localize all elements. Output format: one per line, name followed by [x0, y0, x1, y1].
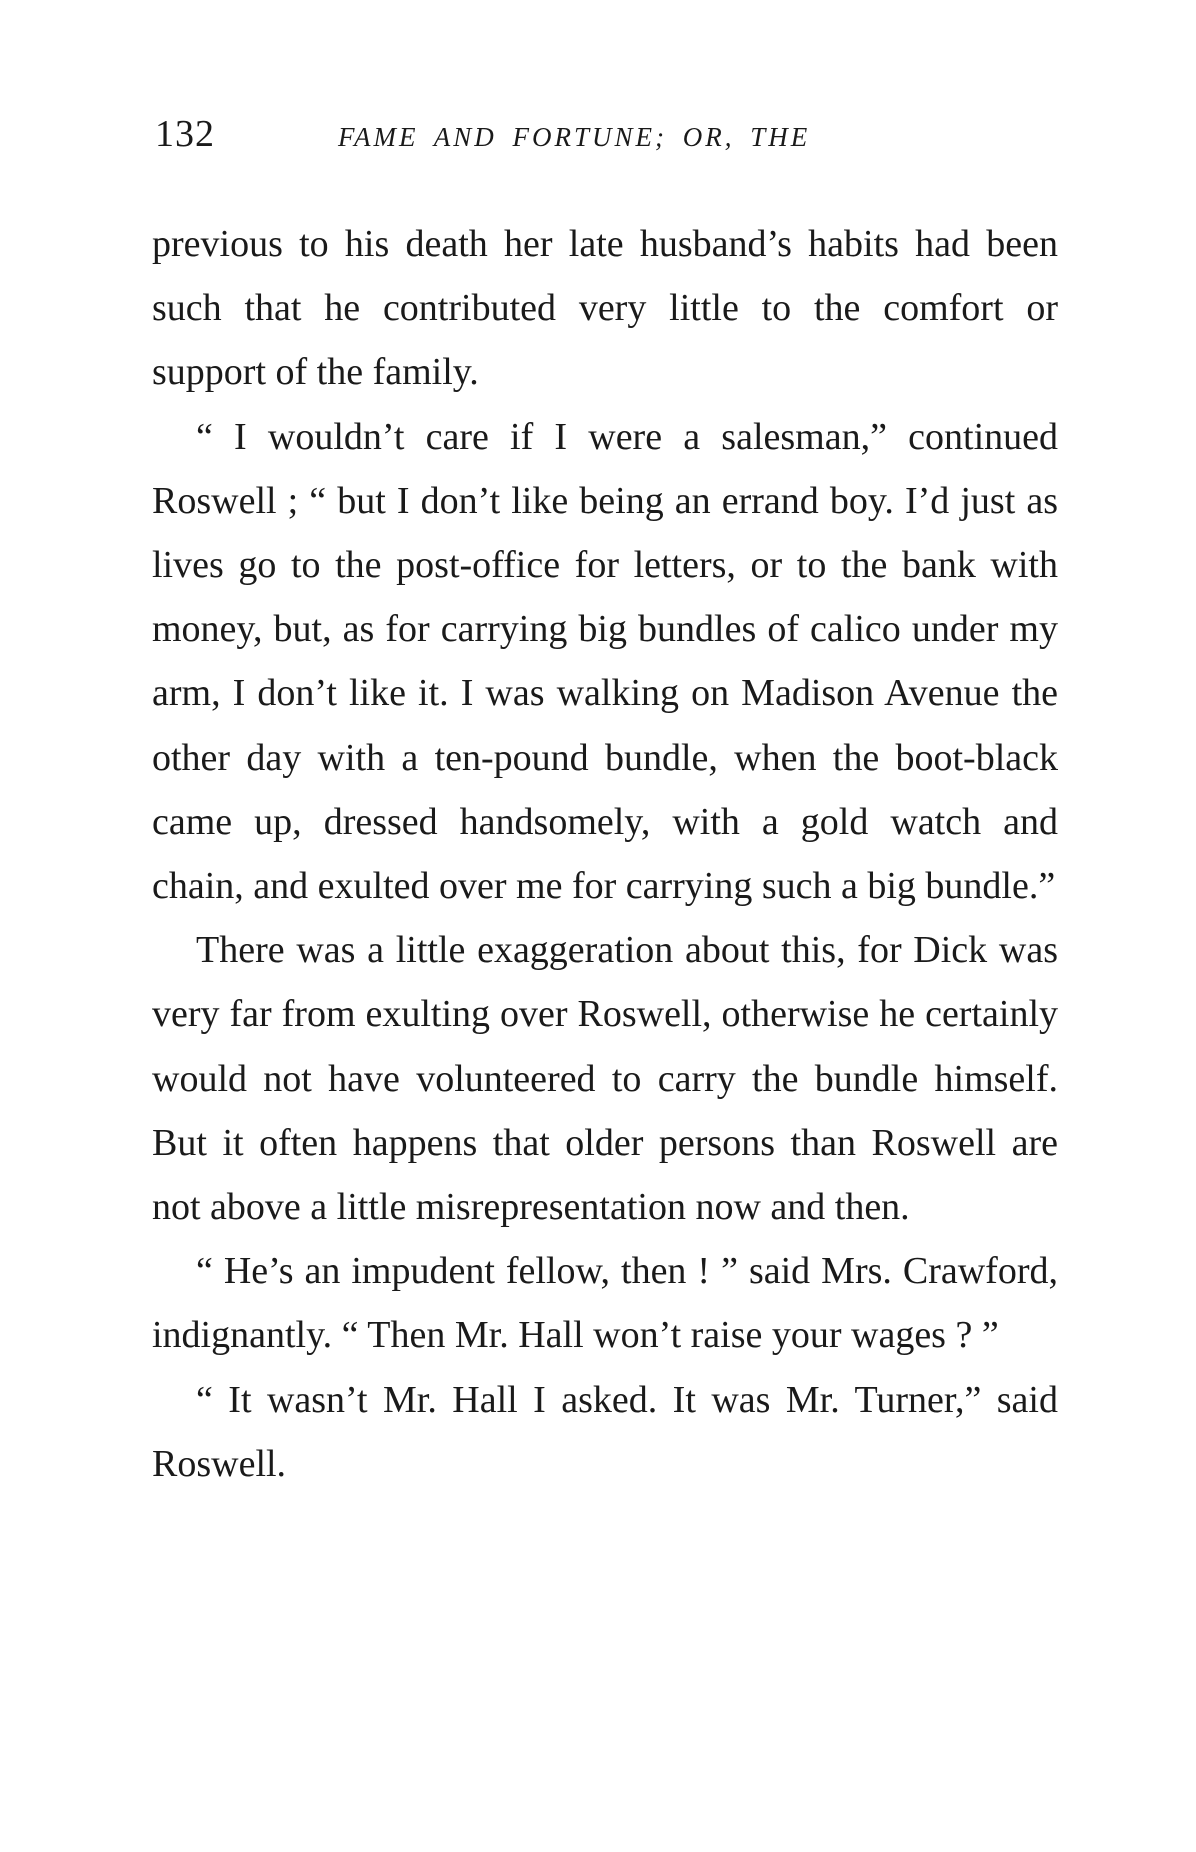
paragraph: There was a little exaggeration about this, for Dick was very far from exulting over Roswell, otherwise he certainly would not have volunteered to carry the bundle himself. But it often happens that older persons than Roswell are not above a little misrepresentation now and then. [152, 929, 1058, 1229]
page-number: 132 [155, 113, 215, 155]
body-text [152, 212, 1058, 1496]
running-head: FAME AND FORTUNE; OR, THE [338, 122, 811, 152]
paragraph: “ I wouldn’t care if I were a salesman,” continued Roswell ; “ but I don’t like being an errand boy. I’d just as lives go to the post-office for letters, or to the bank with money, but, as for carrying big bundles of calico under my arm, I don’t like it. I was walking on Madison Avenue the other day with a ten-pound bundle, when the boot-black came up, dressed handsomely, with a gold watch and chain, and exulted over me for carrying such a big bundle.” [152, 415, 1058, 908]
paragraph: “ He’s an impudent fellow, then ! ” said Mrs. Crawford, indignantly. “ Then Mr. Hall won’t raise your wages ? ” [152, 1250, 1058, 1357]
page-header [155, 112, 1055, 162]
paragraph: “ It wasn’t Mr. Hall I asked. It was Mr. Turner,” said Roswell. [152, 1378, 1058, 1485]
paragraph: previous to his death her late husband’s habits had been such that he contributed very little to the comfort or support of the family. [152, 223, 1058, 394]
